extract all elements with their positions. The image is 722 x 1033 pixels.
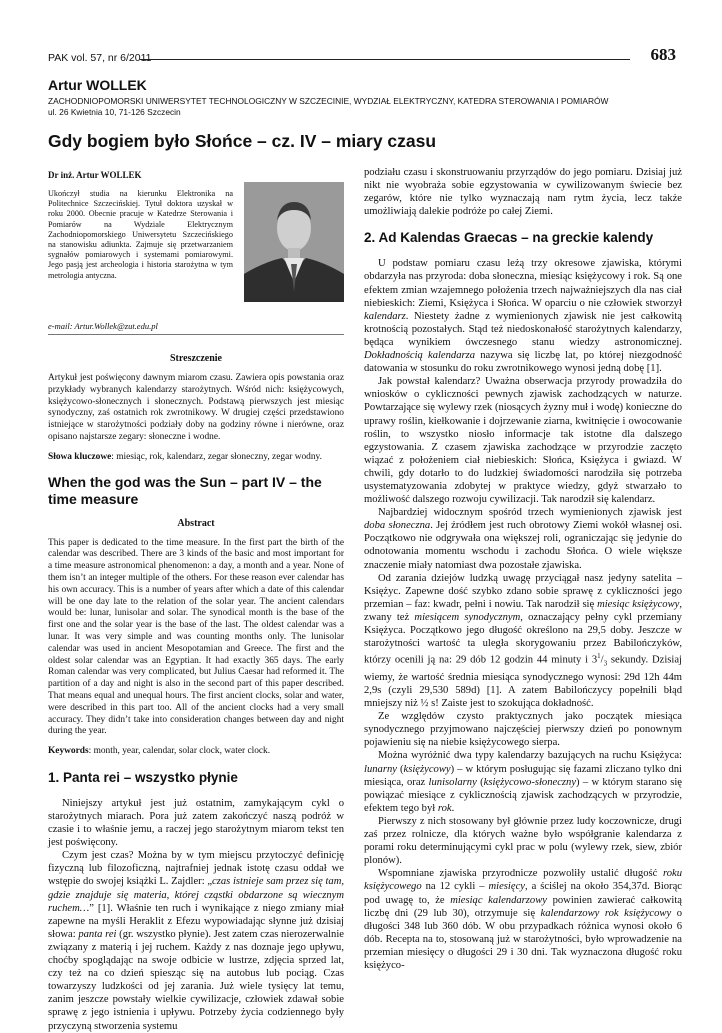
author-photo [244,182,344,302]
bio-name: Dr inż. Artur WOLLEK [48,170,142,180]
english-title: When the god was the Sun – part IV – the time measure [48,473,322,507]
author-name: Artur WOLLEK [48,77,147,93]
article-title: Gdy bogiem było Słońce – cz. IV – miary czasu [48,131,437,151]
left-column [48,166,344,1033]
affiliation-line: ZACHODNIOPOMORSKI UNIWERSYTET TECHNOLOGICZNY W SZCZECINIE, WYDZIAŁ ELEKTRYCZNY, KATEDRA STEROWANIA I POMIARÓW [48,96,609,106]
streszczenie-heading: Streszczenie [169,353,222,364]
address-line: ul. 26 Kwietnia 10, 71-126 Szczecin [48,107,181,117]
author-affiliation [48,96,608,118]
page-number: 683 [650,45,676,64]
bio-text: Ukończył studia na kierunku Elektronika na Politechnice Szczecińskiej. Tytuł doktora uzyskał w roku 2000. Obecnie pracuje w Katedrze Sterowania i Pomiarów na Wydziale Elektrycznym Zachodniopomorskiego Uniwersytetu Szczecińskiego na stanowisku adiunkta. Zajmuje się przetwarzaniem sygnałów pomiarowych i systemami pomiarowymi. Jego pasją jest archeologia i historia starożytna w tym metrologia antyczna. [48,189,233,280]
right-column [364,166,682,972]
section2-para1: U podstaw pomiaru czasu leżą trzy okresowe zjawiska, którymi obdarzyła nas przyroda: doba słoneczna, miesiąc księżycowy i rok. Są one efektem zmian wzajemnego położenia trzech najważniejszych dla nas ciał niebieskich: Ziemi, Księżyca i Słońca. W oparciu o nie człowiek stworzył kalendarz. Niestety żadne z wymienionych zjawisk nie jest całkowitą krotnością pozostałych. Stąd też niedoskonałość starożytnych kalendarzy, będąca wynikiem ówczesnego stanu wiedzy astronomicznej. Dokładnością kalendarza nazywa się liczbę lat, po której niezgodność datowania w stosunku do roku zwrotnikowego wynosi jedną dobę [1]. [364,258,682,375]
page-header [48,45,676,69]
keywords-text-en: : month, year, calendar, solar clock, water clock. [88,746,271,757]
section2-para6: Można wyróżnić dwa typy kalendarzy bazujących na ruchu Księżyca: lunarny (księżycowy) – w którym posługując się fazami zliczano tylko dni miesiąca, oraz lunisolarny (księżycowo-słoneczny) – w którym starano się powiązać miesiące z cyklicznością zjawisk zachodzących w przyrodzie, efektem tego był rok. [364,750,682,814]
bio-divider [48,334,344,335]
section1-para2: Czym jest czas? Można by w tym miejscu przytoczyć definicję fizyczną lub filozoficzną, najtrafniej jednak istotę czasu oddał we wstępie do swojej książki L. Zajdler: „czas istnieje sam przez się tam, gdzie znajduje się materia, której cząstki obdarzone są wiecznym ruchem…” [1]. Właśnie ten ruch i wynikające z niego zmiany miał zapewne na myśli Heraklit z Efezu wypowiadając słynne już dzisiaj słowa: panta rei (gr. wszystko płynie). Jest zatem czas nierozerwalnie związany z materią i jej ruchem. Każdy z nas doznaje jego upływu, choćby spoglądając na swoje odbicie w lustrze, zdjęcia sprzed lat, czy też na co dzień spiesząc się na autobus lub pociąg. Czas towarzyszy ludzkości od jej zarania. Już wiele tysięcy lat temu, zanim jeszcze powstały wielkie cywilizacje, człowiek zdawał sobie sprawę z jego istnienia i upływu. Potrzeby życia codziennego były przyczyną stworzenia systemu [48,850,344,1032]
keywords-text: : miesiąc, rok, kalendarz, zegar słoneczny, zegar wodny. [111,451,322,462]
abstract-heading: Abstract [177,517,215,529]
section2-para5: Ze względów czysto praktycznych jako początek miesiąca synodycznego przyjmowano najczęściej pierwszy dzień po ponownym pojawieniu się na niebie księżycowego sierpa. [364,711,682,749]
section2-para3: Najbardziej widocznym spośród trzech wymienionych zjawisk jest doba słoneczna. Jej źródłem jest ruch obrotowy Ziemi wokół własnej osi. Początkowo nie odgrywała ona większej roli, ograniczając się jedynie do odnotowania momentu wschodu i zachodu Słońca. O wiele większe znaczenie miały natomiast dwa pozostałe zjawiska. [364,507,682,571]
abstract-text: This paper is dedicated to the time measure. In the first part the birth of the calendar was described. There are 3 kinds of the basic and most important for a time measure astronomical phenomenon: a day, a month and a year. None of them isn’t an integer multiple of the others. For these reason ever calendar has his own accuracy. This is a number of years after which a date of this calendar will be one day late to the relation of the solar year. The ancient calendars would be: lunar, lunisolar and solar. The synodical month is the base of the first one and the solar year is the base of the last. The oldest calendar was a lunar. It was very simple and was counting months only. The lunisolar calendar was used in ancient Mesopotamian and Greece. The first and the oldest solar calendar was an Egyptian. It had exactly 365 days. The early Roman calendar was very complicated, but Julius Caesar had reformed it. The partition of a day and night is also in the second part of this paper described. That means equal and unequal hours. The first ancient clocks, solar and water, were described in this part too. All of the ancient clocks had a very small accuracy. They didn’t take into consideration changes between day and night during the year. [48,537,344,737]
polish-keywords [48,452,344,464]
english-keywords [48,746,344,758]
author-bio [48,170,344,318]
keywords-label: Słowa kluczowe [48,451,112,462]
section1-para1: Niniejszy artykuł jest już ostatnim, zamykającym cykl o starożytnych miarach. Pora już zatem zakończyć naszą podróż w czasie i to właśnie jemu, a raczej jego starożytnym miarom tekst ten jest poświęcony. [48,797,344,849]
journal-name: PAK vol. 57, nr 6/2011 [48,52,152,64]
keywords-label-en: Keywords [48,746,89,757]
header-rule [140,59,630,60]
author-email: e-mail: Artur.Wollek@zut.edu.pl [48,321,158,331]
streszczenie-text: Artykuł jest poświęcony dawnym miarom czasu. Zawiera opis powstania oraz przykłady wybranych kalendarzy starożytnych. Wśród nich: księżycowych, księżycowo-słonecznych i słonecznych. Podstawą pierwszych jest miesiąc synodyczny, zaś ostatnich rok zwrotnikowy. W drugiej części przedstawiono istniejące w starożytności podziały doby na godziny równe i nierówne, oraz opisano najstarsze zegary: słoneczne i wodne. [48,373,344,442]
section2-para8: Wspomniane zjawiska przyrodnicze pozwoliły ustalić długość roku księżycowego na 12 cykli – miesięcy, a ściślej na około 354,37d. Biorąc pod uwagę to, że miesiąc kalendarzowy powinien zawierać całkowitą liczbę dni (29 lub 30), otrzymuje się kalendarzowy rok księżycowy o długości 348 lub 360 dób. W obu przypadkach różnica wynosi około 6 dób. Recepta na to, stosowaną już w starożytności, było wprowadzenie na przemian miesięcy o długości 29 i 30 dni. Tak wyznaczona długość roku księżyco- [364,868,682,971]
section2-para4: Od zarania dziejów ludzką uwagę przyciągał nasz jedyny satelita – Księżyc. Zapewne dość szybko zdano sobie sprawę z cykliczności jego przemian – faz: kwadr, pełni i nowiu. Tak narodził się miesiąc księżycowy, zwany też miesiącem synodycznym, oznaczający pełny cykl przemiany Księżyca. Początkowo jego długość określono na 29,5 doby. Jeszcze w starożytności wartość ta uległa skorygowaniu przez Babilończyków, którzy ocenili ją na: 29 dób 12 godzin 44 minuty i $3^1/_3$ sekundy. Dzisiaj wiemy, że wartość średnia miesiąca synodycznego wynosi: 29d 12h 44m 2,9s (czyli 29,530 589d) [1]. A zatem Babilończycy popełnili błąd mniejszy niż ½ s! Zaiste jest to szokująca dokładność. [364,572,683,710]
section2-heading: 2. Ad Kalendas Graecas – na greckie kalendy [364,230,654,246]
section2-para2: Jak powstał kalendarz? Uważna obserwacja przyrody prowadziła do wniosków o cykliczności pewnych zjawisk zachodzących w naturze. Powtarzające się wylewy rzek (niosących żyzny muł i wodę) konieczne do uprawy roślin, kiełkowanie i dojrzewanie ziarna, kwitnięcie i owocowanie roślin, to wszystko niosło informacje tak istotne dla dalszego egzystowania. Z czasem zjawiska zachodzące w przyrodzie zaczęto wiązać z położeniem ciał niebieskich: Słońca, Księżyca i gwiazd. W chwili, gdy dotarło to do ludzkiej świadomości narodziła się potrzeba usystematyzowania zdobytej w praktyce wiedzy, gdyż stwarzało to możliwość dalszego rozwoju cywilizacji. Tak narodził się kalendarz. [364,376,682,506]
continuation-para: podziału czasu i skonstruowaniu przyrządów do jego pomiaru. Dzisiaj już nikt nie wyobraża sobie egzystowania w cywilizowanym świecie bez zegarów, które nie tylko wyznaczają nam rytm życia, lecz także umożliwiają dalekie podróże po całej Ziemi. [364,167,682,218]
section2-para7: Pierwszy z nich stosowany był głównie przez ludy koczownicze, drugi zaś przez rolnicze, dla których ważne było współgranie kalendarza z porami roku determinującymi cykl prac w polu (wylewy rzek, siew, zbiór plonów). [364,815,682,867]
section1-heading: 1. Panta rei – wszystko płynie [48,769,238,785]
